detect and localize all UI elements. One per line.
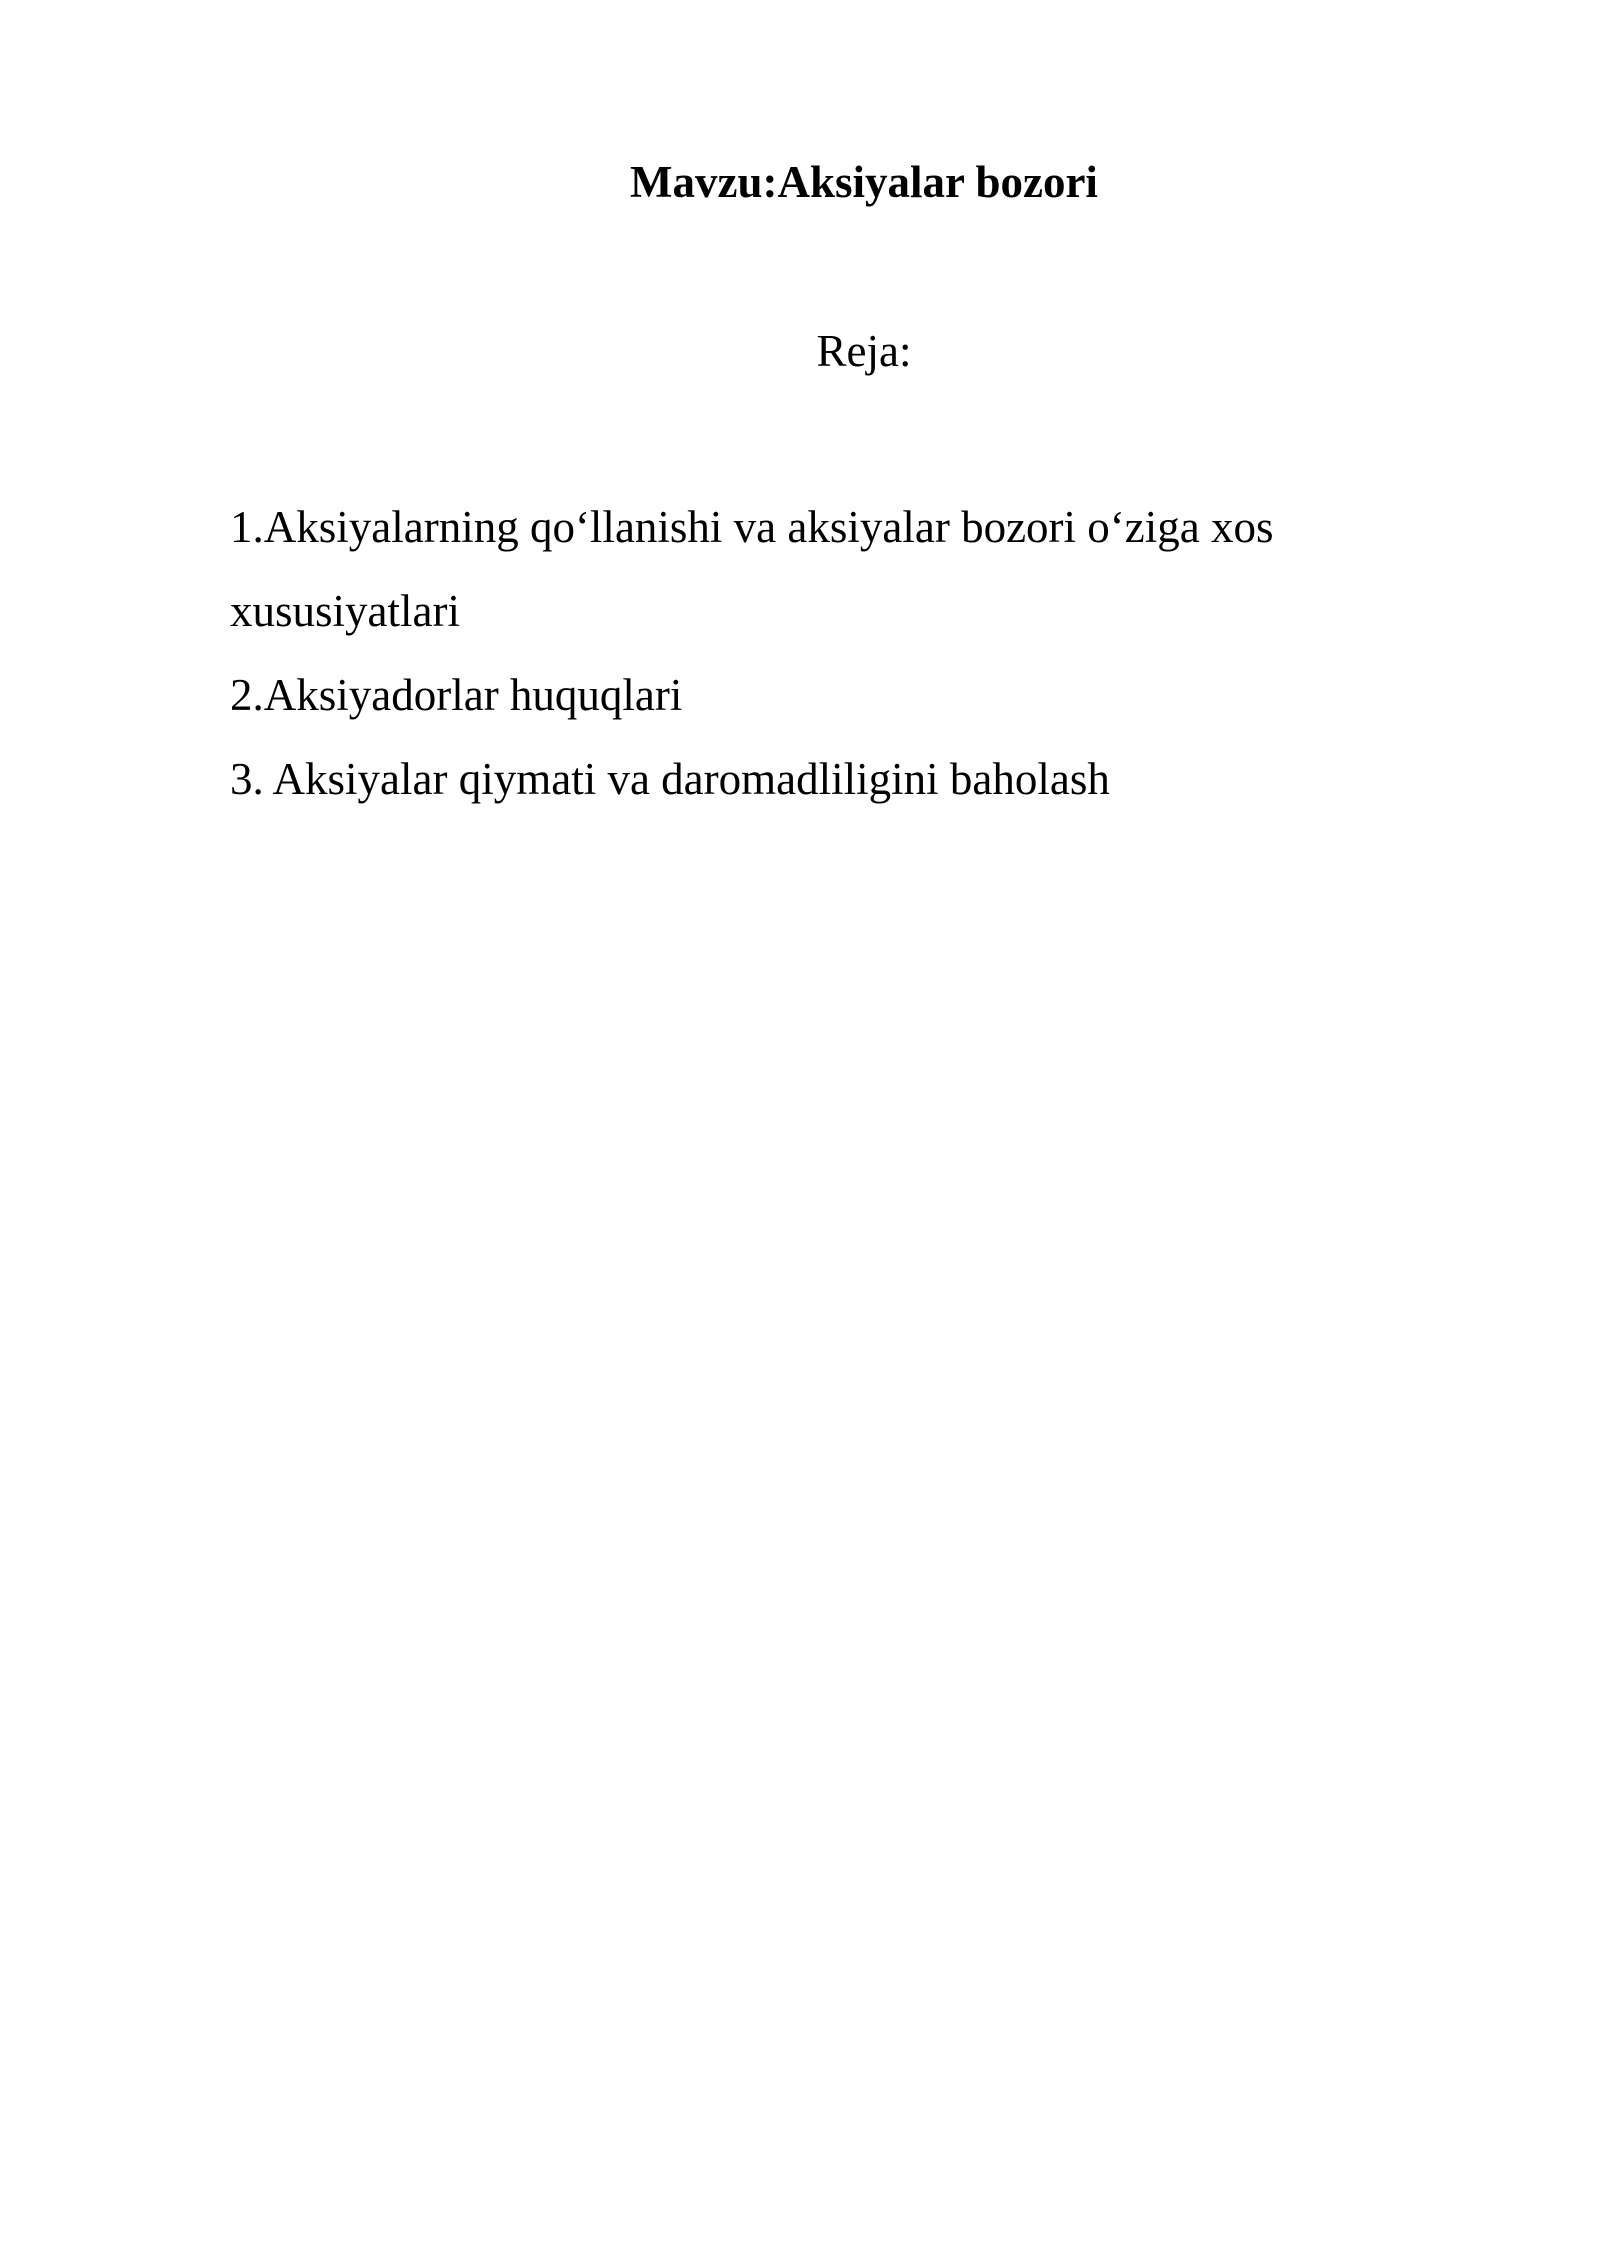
plan-item-3: 3. Aksiyalar qiymati va daromadliligini baholash (230, 754, 1110, 804)
plan-item-1: 1.Aksiyalarning qo‘llanishi va aksiyalar bozori o‘ziga xos xususiyatlari (230, 502, 1274, 636)
plan-item-2: 2.Aksiyadorlar huquqlari (230, 670, 683, 720)
plan-list (230, 485, 1380, 821)
plan-heading: Reja: (816, 326, 912, 376)
page-title: Mavzu:Aksiyalar bozori (630, 157, 1098, 207)
